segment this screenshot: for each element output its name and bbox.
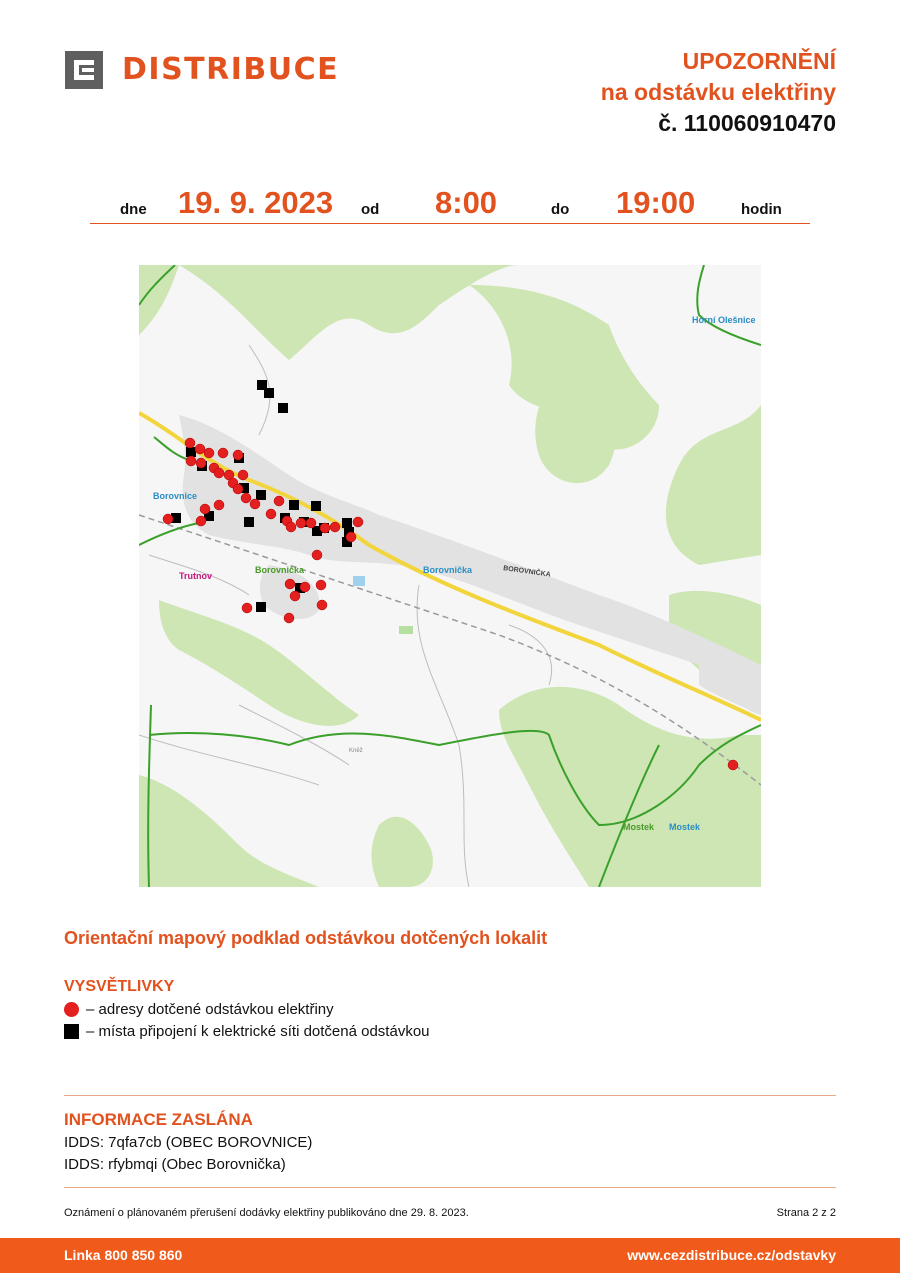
address-point — [728, 760, 738, 770]
brand-name: DISTRIBUCE — [122, 52, 340, 87]
address-point — [274, 496, 284, 506]
address-point — [284, 613, 294, 623]
to-label: do — [551, 201, 570, 218]
address-point — [285, 579, 295, 589]
address-point — [241, 493, 251, 503]
address-point — [185, 438, 195, 448]
label-horni-olesnice: Horní Olešnice — [692, 315, 756, 325]
connection-point — [289, 500, 299, 510]
address-point — [214, 468, 224, 478]
connection-point — [256, 602, 266, 612]
address-point — [306, 518, 316, 528]
label-borovnicka-green: Borovnička — [255, 565, 305, 575]
divider — [64, 1187, 836, 1188]
website-link[interactable]: www.cezdistribuce.cz/odstavky — [627, 1247, 836, 1263]
address-point — [196, 516, 206, 526]
label-borovnicka-blue: Borovnička — [423, 565, 473, 575]
hotline: Linka 800 850 860 — [64, 1247, 183, 1263]
label-mostek-green: Mostek — [623, 822, 655, 832]
address-point — [186, 456, 196, 466]
date-label: dne — [120, 201, 147, 218]
recipient-1: IDDS: 7qfa7cb (OBEC BOROVNICE) — [64, 1134, 313, 1151]
red-dot-icon — [64, 1002, 79, 1017]
outage-map — [139, 265, 761, 887]
recipient-2: IDDS: rfybmqi (Obec Borovnička) — [64, 1156, 286, 1173]
divider — [64, 1095, 836, 1096]
address-point — [290, 591, 300, 601]
address-point — [233, 450, 243, 460]
legend-address-text: – adresy dotčené odstávkou elektřiny — [86, 1001, 334, 1018]
address-point — [195, 444, 205, 454]
notice-title: UPOZORNĚNÍ — [682, 48, 836, 74]
address-point — [238, 470, 248, 480]
address-point — [218, 448, 228, 458]
address-point — [286, 522, 296, 532]
map-canvas — [139, 265, 761, 887]
connection-point — [256, 490, 266, 500]
time-from: 8:00 — [435, 185, 498, 220]
address-point — [330, 522, 340, 532]
connection-point — [278, 403, 288, 413]
address-point — [196, 458, 206, 468]
from-label: od — [361, 201, 380, 218]
address-point — [317, 600, 327, 610]
address-point — [200, 504, 210, 514]
cez-logo-icon — [65, 51, 103, 89]
legend-title: VYSVĚTLIVKY — [64, 978, 175, 995]
connection-point — [186, 447, 196, 457]
label-knez: Kněž — [349, 748, 363, 754]
connection-point — [244, 517, 254, 527]
map-caption: Orientační mapový podklad odstávkou dotčených lokalit — [64, 928, 548, 948]
publication-note: Oznámení o plánovaném přerušení dodávky elektřiny publikováno dne 29. 8. 2023. — [64, 1207, 469, 1219]
legend-connection-row — [64, 1023, 430, 1040]
notice-number: č. 110060910470 — [658, 110, 836, 136]
footer-bar — [0, 1238, 900, 1273]
address-point — [204, 448, 214, 458]
address-point — [242, 603, 252, 613]
address-point — [250, 499, 260, 509]
info-title: INFORMACE ZASLÁNA — [64, 1110, 253, 1129]
page-number: Strana 2 z 2 — [776, 1207, 836, 1219]
address-point — [214, 500, 224, 510]
address-point — [296, 518, 306, 528]
address-point — [266, 509, 276, 519]
address-point — [312, 550, 322, 560]
legend-address-row — [64, 1001, 334, 1018]
address-point — [300, 582, 310, 592]
time-to: 19:00 — [616, 185, 696, 220]
address-point — [320, 523, 330, 533]
address-point — [233, 484, 243, 494]
notice-heading — [601, 46, 836, 139]
connection-point — [342, 518, 352, 528]
label-mostek-blue: Mostek — [669, 822, 701, 832]
hours-label: hodin — [741, 201, 782, 218]
connection-point — [264, 388, 274, 398]
outage-date: 19. 9. 2023 — [178, 185, 334, 220]
address-point — [353, 517, 363, 527]
notice-subtitle: na odstávku elektřiny — [600, 79, 836, 105]
address-point — [316, 580, 326, 590]
label-borovnice: Borovnice — [153, 491, 198, 501]
label-borovnicka-road: BOROVNIČKA — [502, 565, 552, 579]
label-trutnov: Trutnov — [179, 571, 212, 581]
legend-connection-text: – místa připojení k elektrické síti dotčená odstávkou — [86, 1023, 430, 1040]
address-point — [346, 532, 356, 542]
connection-point — [311, 501, 321, 511]
pond — [353, 576, 365, 586]
black-square-icon — [64, 1024, 79, 1039]
company-logo — [65, 51, 339, 89]
address-point — [163, 514, 173, 524]
outage-schedule — [90, 178, 810, 224]
field-patch — [399, 626, 413, 634]
